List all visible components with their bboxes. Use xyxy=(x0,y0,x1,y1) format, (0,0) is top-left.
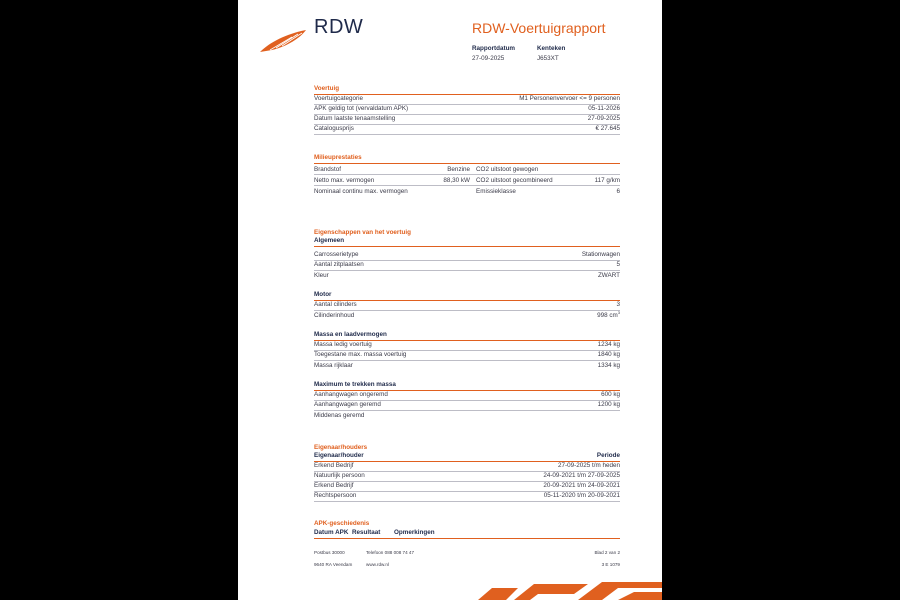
eigenschappen-section xyxy=(314,229,620,421)
cilinderinhoud-value: 998 cm xyxy=(597,312,618,319)
trekken-title: Maximum te trekken massa xyxy=(314,381,620,391)
table-row xyxy=(314,492,620,502)
footer-web: www.rdw.nl xyxy=(366,562,389,567)
rapportdatum-label: Rapportdatum xyxy=(472,45,516,52)
apk-col-datum: Datum APK xyxy=(314,529,349,536)
row-value: 117 g/km xyxy=(594,177,620,184)
row-value: 24-09-2021 t/m 27-09-2025 xyxy=(543,472,620,479)
footer-telefoon: Telefoon 088 008 74 47 xyxy=(366,550,415,555)
eigenschappen-title: Eigenschappen van het voertuig xyxy=(314,229,411,236)
apk-col-opmerkingen: Opmerkingen xyxy=(394,529,435,536)
kenteken-label: Kenteken xyxy=(537,45,566,52)
table-row xyxy=(314,175,620,186)
eigenaar-section xyxy=(314,444,620,502)
row-value: 1334 kg xyxy=(597,362,620,369)
massa-title: Massa en laadvermogen xyxy=(314,331,620,341)
brand-name: RDW xyxy=(314,16,364,38)
row-label: APK geldig tot (vervaldatum APK) xyxy=(314,105,409,112)
row-label: Catalogusprijs xyxy=(314,125,354,132)
eigenaar-title: Eigenaar/houders xyxy=(314,444,368,451)
row-label: Netto max. vermogen xyxy=(314,177,375,184)
report-title: RDW-Voertuigrapport xyxy=(472,20,606,36)
row-label: Aantal cilinders xyxy=(314,301,357,308)
row-label: Brandstof xyxy=(314,166,341,173)
row-label: Toegestane max. massa voertuig xyxy=(314,351,407,358)
row-value: 05-11-2020 t/m 20-09-2021 xyxy=(543,492,620,499)
row-value: 27-09-2025 xyxy=(587,115,620,122)
apk-title: APK-geschiedenis xyxy=(314,520,370,527)
row-label: Kleur xyxy=(314,272,329,279)
row-label: Natuurlijk persoon xyxy=(314,472,365,479)
row-label: Cilinderinhoud xyxy=(314,312,355,319)
rapportdatum-block xyxy=(472,45,515,62)
row-value: 27-09-2025 t/m heden xyxy=(558,462,620,469)
row-label: Aanhangwagen ongeremd xyxy=(314,391,388,398)
voertuig-section xyxy=(314,85,620,135)
row-label: CO2 uitstoot gecombineerd xyxy=(476,177,553,184)
report-page xyxy=(238,0,662,600)
eigenaar-col-houder: Eigenaar/houder xyxy=(314,452,364,459)
row-value: Benzine xyxy=(447,166,470,173)
table-row xyxy=(314,164,620,175)
row-label: Middenas geremd xyxy=(314,412,365,419)
row-label: Nominaal continu max. vermogen xyxy=(314,188,408,195)
table-row xyxy=(314,125,620,135)
unit-superscript: 3 xyxy=(617,309,620,315)
apk-section xyxy=(314,520,620,539)
row-value: 88,30 kW xyxy=(443,177,470,184)
milieu-title: Milieuprestaties xyxy=(314,154,620,164)
row-value: 6 xyxy=(616,188,620,195)
voertuig-title: Voertuig xyxy=(314,85,620,95)
row-value: € 27.645 xyxy=(595,125,620,132)
row-value: 3 xyxy=(616,301,620,308)
row-label: Erkend Bedrijf xyxy=(314,482,354,489)
table-row xyxy=(314,301,620,311)
row-label: Massa ledig voertuig xyxy=(314,341,372,348)
row-value: 1840 kg xyxy=(597,351,620,358)
footer-code: 3 E 1079 xyxy=(601,562,620,567)
table-row xyxy=(314,401,620,411)
table-row xyxy=(314,186,620,197)
row-value: 1234 kg xyxy=(597,341,620,348)
row-value: 05-11-2026 xyxy=(588,105,620,112)
row-value: 1200 kg xyxy=(597,401,620,408)
footer-postbus: Postbus 30000 xyxy=(314,550,345,555)
table-row xyxy=(314,311,620,321)
row-value: 5 xyxy=(616,261,620,268)
row-label: Emissieklasse xyxy=(476,188,516,195)
row-value xyxy=(454,186,470,197)
footer-adres: 9640 RA Veendam xyxy=(314,562,353,567)
row-label: Datum laatste tenaamstelling xyxy=(314,115,396,122)
row-value: M1 Personenvervoer <= 9 personen xyxy=(519,95,620,102)
decorative-stripes-icon xyxy=(478,580,662,600)
row-label: CO2 uitstoot gewogen xyxy=(476,166,539,173)
table-row xyxy=(314,271,620,281)
eigenaar-col-periode: Periode xyxy=(596,452,620,459)
apk-header xyxy=(314,527,620,539)
algemeen-title: Algemeen xyxy=(314,237,620,247)
row-label: Carrosserietype xyxy=(314,251,359,258)
apk-col-resultaat: Resultaat xyxy=(352,529,381,536)
motor-title: Motor xyxy=(314,291,620,301)
milieu-section xyxy=(314,154,620,197)
kenteken-value: J653XT xyxy=(537,55,559,62)
rdw-logo-icon xyxy=(258,28,308,54)
row-value xyxy=(572,164,620,174)
row-label: Rechtspersoon xyxy=(314,492,357,499)
row-label: Voertuigcategorie xyxy=(314,95,364,102)
row-label: Aanhangwagen geremd xyxy=(314,401,381,408)
row-value: 20-09-2021 t/m 24-09-2021 xyxy=(543,482,620,489)
page-footer xyxy=(314,550,620,574)
row-value xyxy=(597,308,620,321)
row-value: ZWART xyxy=(597,272,620,279)
table-row xyxy=(314,361,620,371)
table-row xyxy=(314,411,620,421)
footer-blad: Blad 2 van 2 xyxy=(594,550,620,555)
rapportdatum-value: 27-09-2025 xyxy=(472,55,505,62)
row-value: Stationwagen xyxy=(581,251,620,258)
table-row xyxy=(314,261,620,271)
row-label: Massa rijklaar xyxy=(314,362,353,369)
row-value: 600 kg xyxy=(601,391,620,398)
kenteken-block xyxy=(537,45,565,62)
row-label: Aantal zitplaatsen xyxy=(314,261,364,268)
row-label: Erkend Bedrijf xyxy=(314,462,354,469)
table-row xyxy=(314,351,620,361)
